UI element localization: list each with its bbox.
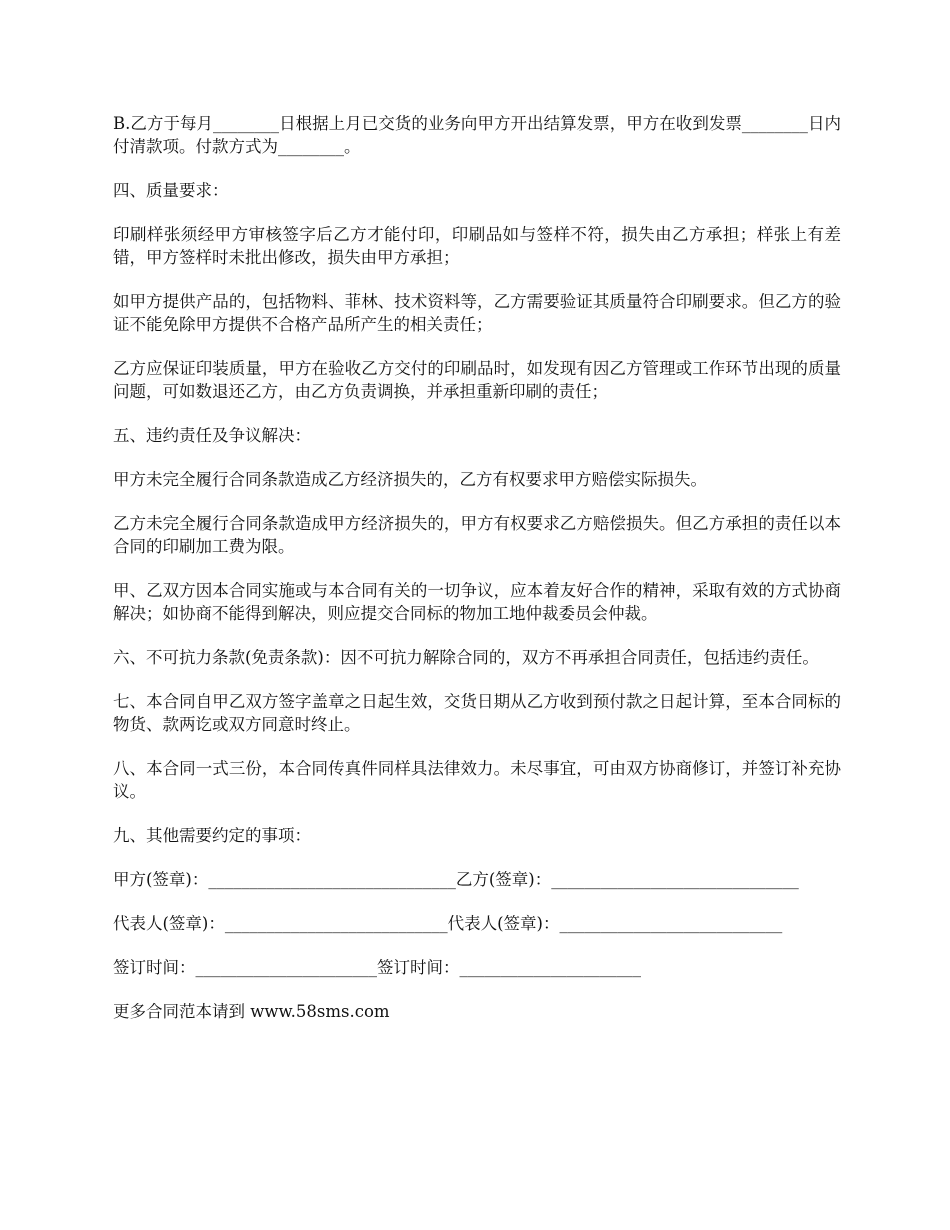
quality-clause-materials: 如甲方提供产品的，包括物料、菲林、技术资料等，乙方需要验证其质量符合印刷要求。但乙方的验证不能免除甲方提供不合格产品所产生的相关责任；	[113, 292, 841, 334]
payment-clause: B.乙方于每月________日根据上月已交货的业务向甲方开出结算发票，甲方在收到发票________日内付清款项。付款方式为________。	[113, 114, 841, 156]
liability-clause-party-a: 甲方未完全履行合同条款造成乙方经济损失的，乙方有权要求甲方赔偿实际损失。	[113, 470, 707, 489]
liability-clause-party-b: 乙方未完全履行合同条款造成甲方经济损失的，甲方有权要求乙方赔偿损失。但乙方承担的责任以本合同的印刷加工费为限。	[113, 514, 841, 556]
signature-line-dates: 签订时间：______________________签订时间：______________________	[113, 958, 641, 977]
signature-line-representatives: 代表人(签章)：___________________________代表人(签章)：___________________________	[113, 914, 783, 933]
quality-clause-proof: 印刷样张须经甲方审核签字后乙方才能付印，印刷品如与签样不符，损失由乙方承担；样张上有差错，甲方签样时未批出修改，损失由甲方承担；	[113, 225, 841, 267]
section-heading-liability: 五、违约责任及争议解决：	[113, 426, 311, 445]
force-majeure-clause: 六、不可抗力条款(免责条款)：因不可抗力解除合同的，双方不再承担合同责任，包括违约责任。	[113, 648, 819, 667]
section-heading-quality: 四、质量要求：	[113, 181, 229, 200]
footer-link-text: 更多合同范本请到 www.58sms.com	[113, 1002, 390, 1021]
copies-clause: 八、本合同一式三份，本合同传真件同样具法律效力。未尽事宜，可由双方协商修订，并签订补充协议。	[113, 759, 841, 801]
contract-page	[113, 112, 841, 1044]
quality-clause-printing: 乙方应保证印装质量，甲方在验收乙方交付的印刷品时，如发现有因乙方管理或工作环节出现的质量问题，可如数退还乙方，由乙方负责调换，并承担重新印刷的责任；	[113, 359, 841, 401]
signature-line-parties: 甲方(签章)：______________________________乙方(签章)：______________________________	[113, 870, 799, 889]
section-heading-other: 九、其他需要约定的事项：	[113, 826, 311, 845]
dispute-clause: 甲、乙双方因本合同实施或与本合同有关的一切争议，应本着友好合作的精神，采取有效的方式协商解决；如协商不能得到解决，则应提交合同标的物加工地仲裁委员会仲裁。	[113, 581, 841, 623]
effective-date-clause: 七、本合同自甲乙双方签字盖章之日起生效，交货日期从乙方收到预付款之日起计算，至本合同标的物货、款两讫或双方同意时终止。	[113, 692, 841, 734]
